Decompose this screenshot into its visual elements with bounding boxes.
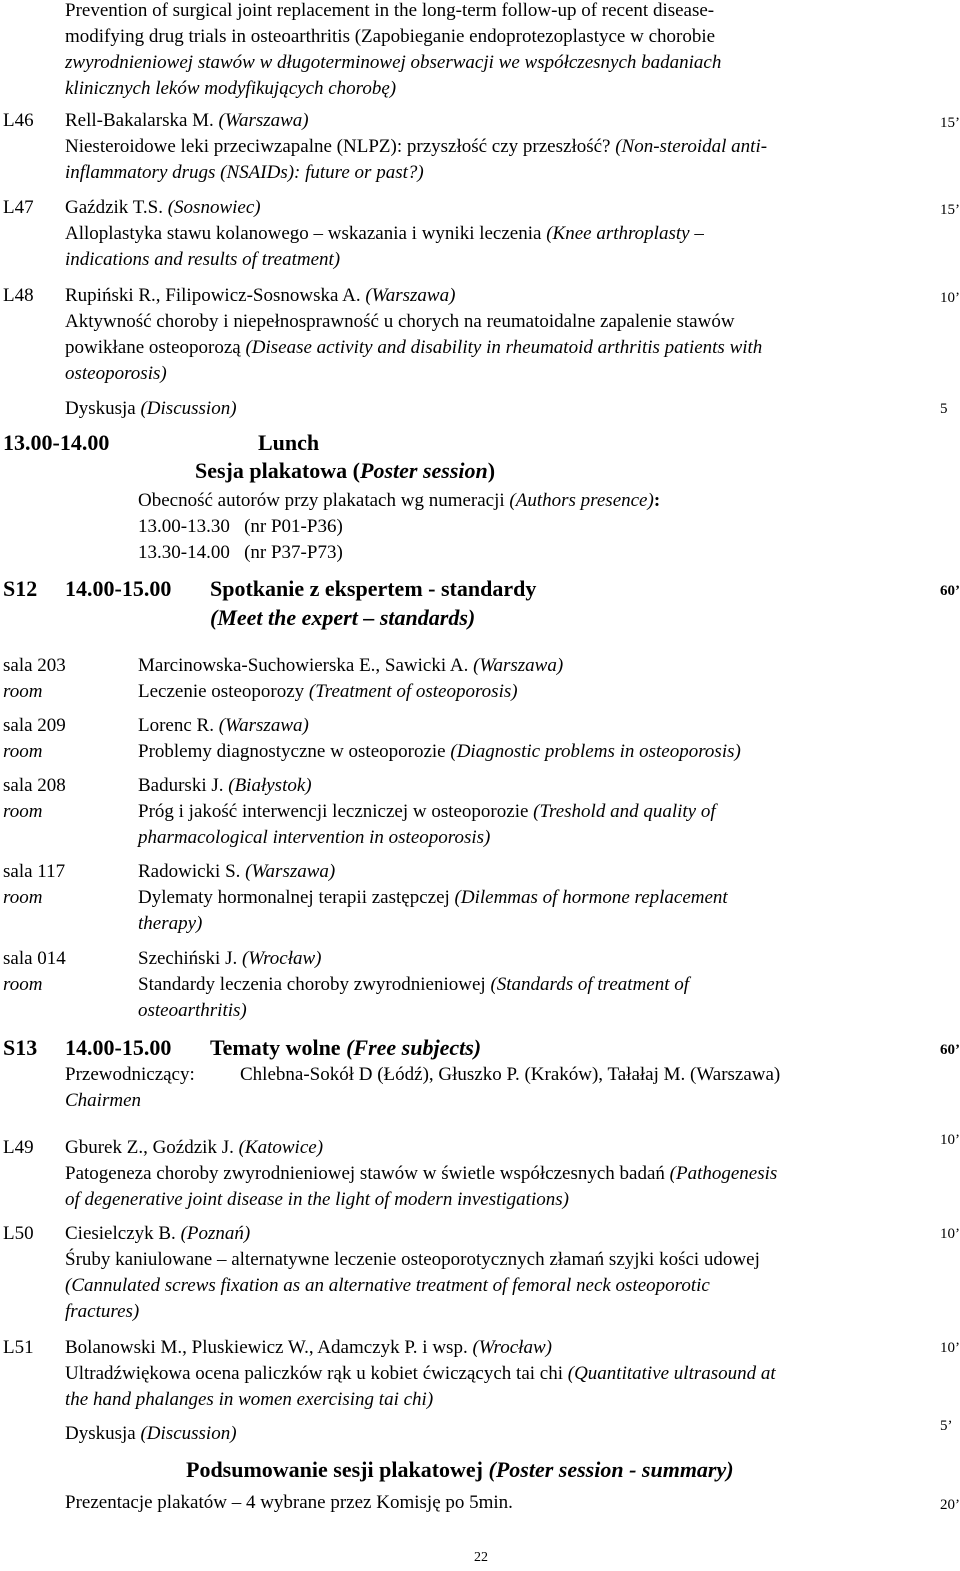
duration-l47: 15’ (940, 202, 960, 218)
room-label: sala 209 room (3, 715, 66, 762)
lunch-label: Lunch (258, 430, 320, 455)
authors-line: Gaździk T.S. (Sosnowiec) (65, 197, 261, 218)
session-time-s12: 14.00-15.00 (65, 576, 172, 601)
prev-line-3: zwyrodnieniowej stawów w długoterminowej obserwacji we współczesnych badaniach (65, 52, 722, 73)
authors-line: Rupiński R., Filipowicz-Sosnowska A. (Warszawa) (65, 285, 456, 306)
duration-s13: 60’ (940, 1042, 960, 1058)
prev-line-2: modifying drug trials in osteoarthritis (Zapobieganie endoprotezoplastyce w chorobie (65, 26, 716, 47)
lecture-l46 (65, 108, 925, 186)
poster-slot: 13.00-13.30 (nr P01-P36) (138, 516, 343, 537)
room-lecture: Marcinowska-Suchowierska E., Sawicki A. (Warszawa) Leczenie osteoporozy (Treatment of osteoporosis) (138, 655, 564, 702)
duration-s12: 60’ (940, 583, 960, 599)
title-line: Aktywność choroby i niepełnosprawność u chorych na reumatoidalne zapalenie stawów (65, 311, 735, 332)
discussion-2: Dyskusja (Discussion) (65, 1423, 237, 1444)
duration-discussion-1: 5 (940, 401, 948, 417)
poster-summary-title: Podsumowanie sesji plakatowej (Poster session - summary) (186, 1457, 734, 1482)
prev-line-4: klinicznych leków modyfikujących chorobę) (65, 78, 397, 99)
duration-l48: 10’ (940, 290, 960, 306)
lecture-code-l51: L51 (3, 1337, 34, 1358)
page-number: 22 (474, 1550, 488, 1565)
lecture-l50: Ciesielczyk B. (Poznań) Śruby kaniulowane – alternatywne leczenie osteoporotycznych złamań szyjki kości udowej (Cannulated screws fixation as an alternative treatment of femoral neck osteoporotic fractures) (65, 1223, 760, 1322)
prev-line-1: Prevention of surgical joint replacement in the long-term follow-up of recent disease- (65, 0, 715, 21)
duration-discussion-2: 5’ (940, 1418, 953, 1434)
title-line-en: inflammatory drugs (NSAIDs): future or past?) (65, 162, 424, 183)
duration-l49: 10’ (940, 1132, 960, 1148)
title-line-en: indications and results of treatment) (65, 249, 341, 270)
duration-l46: 15’ (940, 115, 960, 131)
room-label: sala 208 room (3, 775, 66, 822)
title-line: Alloplastyka stawu kolanowego – wskazania i wyniki leczenia (Knee arthroplasty – (65, 223, 704, 244)
session-code-s13: S13 (3, 1035, 38, 1060)
lecture-l51: Bolanowski M., Pluskiewicz W., Adamczyk P. i wsp. (Wrocław) Ultradźwiękowa ocena paliczków rąk u kobiet ćwiczących tai chi (Quantitative ultrasound at the hand phalanges in women exercising tai chi) (65, 1337, 776, 1410)
session-title-s12: Spotkanie z ekspertem - standardy (210, 576, 537, 601)
duration-l51: 10’ (940, 1340, 960, 1356)
poster-presence: Obecność autorów przy plakatach wg numeracji (Authors presence): (138, 490, 661, 511)
room-label: sala 117 room (3, 861, 66, 908)
chair-label-en: Chairmen (65, 1090, 141, 1111)
poster-slot: 13.30-14.00 (nr P37-P73) (138, 542, 343, 563)
lecture-l49: Gburek Z., Goździk J. (Katowice) Patogeneza choroby zwyrodnieniowej stawów w świetle współczesnych badań (Pathogenesis of degenerative joint disease in the light of modern investigations) (65, 1137, 778, 1210)
session-code-s12: S12 (3, 576, 38, 601)
chairs: Chlebna-Sokół D (Łódź), Głuszko P. (Kraków), Tałałaj M. (Warszawa) (240, 1064, 781, 1085)
lecture-l47 (65, 195, 925, 273)
session-title-s13: Tematy wolne (Free subjects) (210, 1035, 482, 1060)
title-line-en: osteoporosis) (65, 363, 167, 384)
poster-session-title: Sesja plakatowa (Poster session) (195, 458, 496, 483)
chair-label: Przewodniczący: (65, 1064, 195, 1085)
room-label: sala 203 room (3, 655, 66, 702)
title-line: Niesteroidowe leki przeciwzapalne (NLPZ): przyszłość czy przeszłość? (Non-steroidal anti- (65, 136, 768, 157)
lecture-code-l47: L47 (3, 197, 34, 218)
room-lecture: Badurski J. (Białystok) Próg i jakość interwencji leczniczej w osteoporozie (Treshold and quality of pharmacological intervention in osteoporosis) (138, 775, 716, 848)
room-label: sala 014 room (3, 948, 66, 995)
lecture-code-l49: L49 (3, 1137, 34, 1158)
room-lecture: Lorenc R. (Warszawa) Problemy diagnostyczne w osteoporozie (Diagnostic problems in osteoporosis) (138, 715, 741, 762)
room-lecture: Radowicki S. (Warszawa) Dylematy hormonalnej terapii zastępczej (Dilemmas of hormone replacement therapy) (138, 861, 728, 934)
room-lecture: Szechiński J. (Wrocław) Standardy leczenia choroby zwyrodnieniowej (Standards of treatment of osteoarthritis) (138, 948, 690, 1021)
title-line-2: powikłane osteoporozą (Disease activity and disability in rheumatoid arthritis patients with (65, 337, 763, 358)
poster-summary-text: Prezentacje plakatów – 4 wybrane przez Komisję po 5min. (65, 1492, 513, 1513)
lecture-l48 (65, 283, 925, 387)
session-time-s13: 14.00-15.00 (65, 1035, 172, 1060)
discussion-1: Dyskusja (Discussion) (65, 398, 237, 419)
lecture-code-l48: L48 (3, 285, 34, 306)
duration-summary: 20’ (940, 1497, 960, 1513)
lecture-code-l50: L50 (3, 1223, 34, 1244)
authors-line: Rell-Bakalarska M. (Warszawa) (65, 110, 309, 131)
duration-l50: 10’ (940, 1226, 960, 1242)
session-subtitle-s12: (Meet the expert – standards) (210, 605, 476, 630)
prev-item-title (65, 0, 925, 102)
lunch-time: 13.00-14.00 (3, 430, 110, 455)
lecture-code-l46: L46 (3, 110, 34, 131)
